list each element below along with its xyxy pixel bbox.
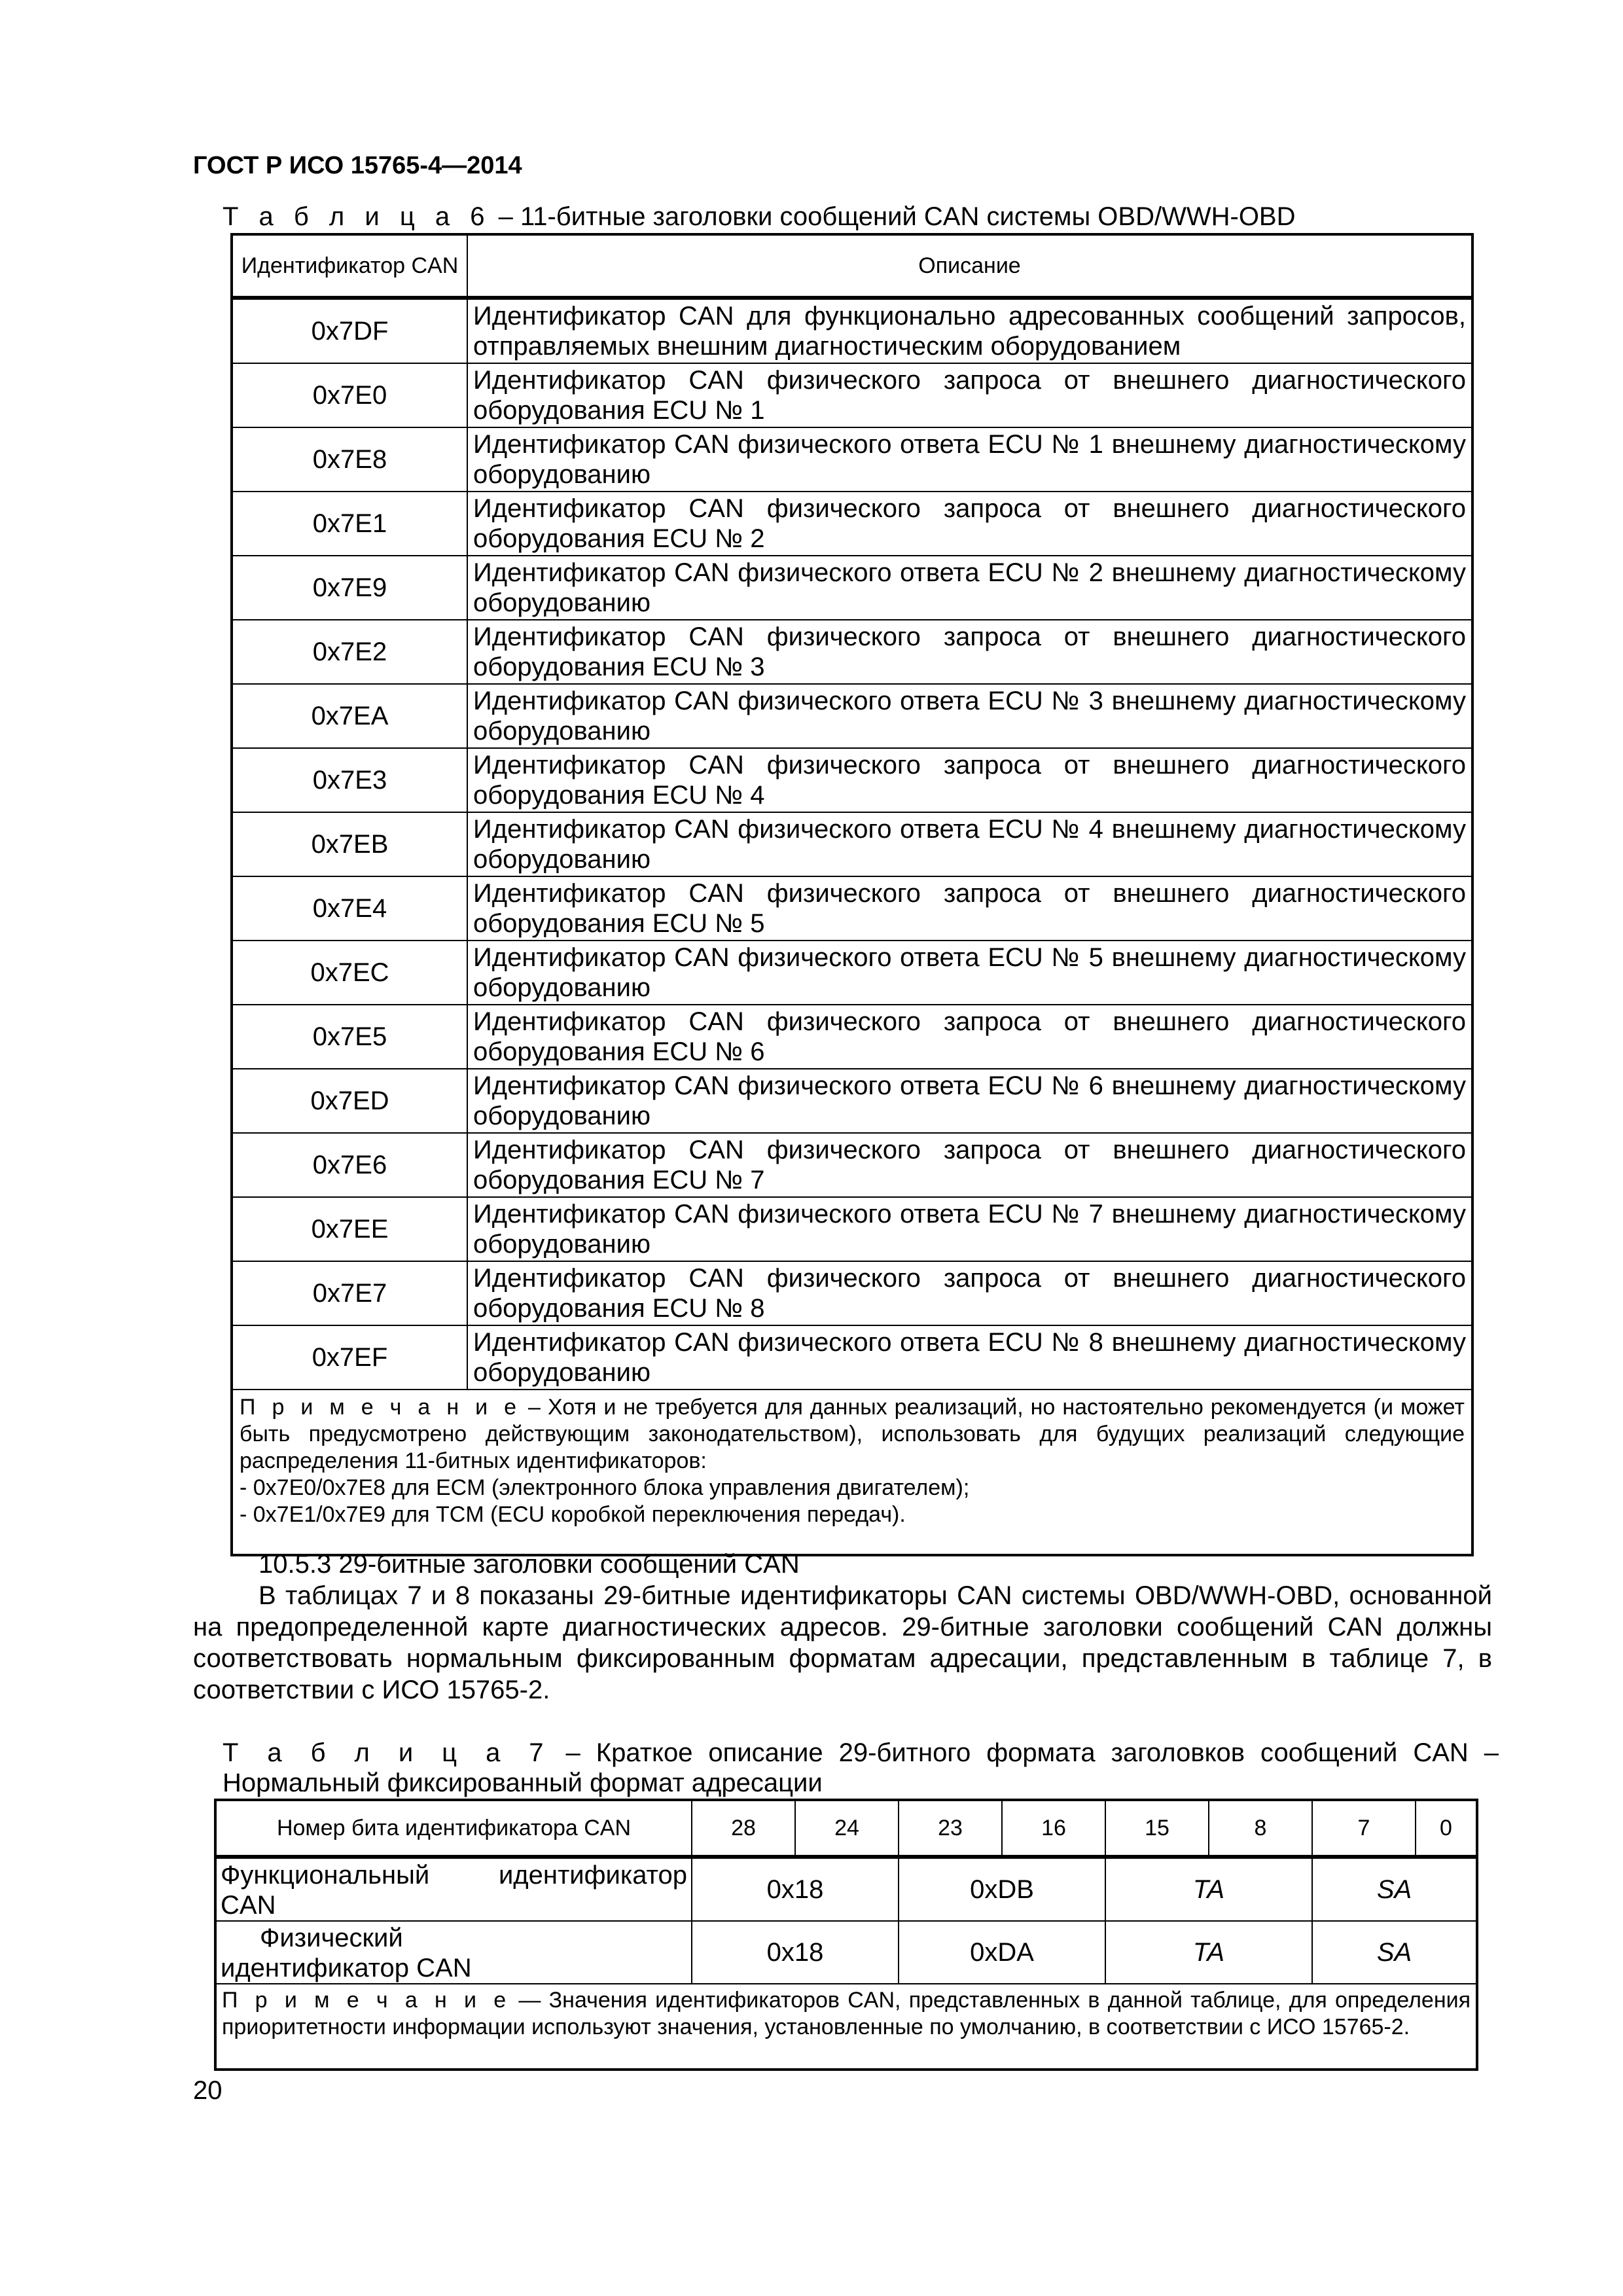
table6-row — [232, 427, 1472, 492]
table7-29bit-format — [214, 1799, 1478, 2071]
table7-caption — [223, 1738, 1499, 1798]
table6-description: Идентификатор CAN физического ответа ECU № 5 внешнему диагностическому оборудованию — [467, 941, 1472, 1005]
table7-bit-number: 24 — [795, 1800, 899, 1857]
table7-caption-text: – Краткое описание 29-битного формата заголовков сообщений CAN – Нормальный фиксированный формат адресации — [223, 1738, 1499, 1797]
table6-description: Идентификатор CAN физического запроса от внешнего диагностического оборудования ECU № 2 — [467, 492, 1472, 556]
document-standard-header: ГОСТ Р ИСО 15765-4—2014 — [193, 152, 522, 179]
table6-col-header-id: Идентификатор CAN — [232, 234, 467, 298]
table6-description: Идентификатор CAN физического ответа ECU № 2 внешнему диагностическому оборудованию — [467, 556, 1472, 620]
table6-row — [232, 748, 1472, 812]
table6-description: Идентификатор CAN физического запроса от внешнего диагностического оборудования ECU № 4 — [467, 748, 1472, 812]
table6-can-id: 0x7E2 — [232, 620, 467, 684]
table6-note-item: - 0x7E0/0x7E8 для ECM (электронного блока управления двигателем); — [240, 1475, 970, 1500]
table6-description: Идентификатор CAN физического запроса от внешнего диагностического оборудования ECU № 8 — [467, 1261, 1472, 1325]
table6-can-11bit-headers — [230, 233, 1474, 1556]
table7-row-physical — [215, 1921, 1477, 1984]
table6-description: Идентификатор CAN физического ответа ECU № 6 внешнему диагностическому оборудованию — [467, 1069, 1472, 1133]
table7-cell: 0x18 — [692, 1857, 899, 1921]
table6-description: Идентификатор CAN физического ответа ECU № 3 внешнему диагностическому оборудованию — [467, 684, 1472, 748]
table6-description: Идентификатор CAN физического запроса от внешнего диагностического оборудования ECU № 6 — [467, 1005, 1472, 1069]
table6-row — [232, 1133, 1472, 1197]
table6-can-id: 0x7E0 — [232, 363, 467, 427]
table7-row-label-line: Функциональный идентификатор — [221, 1861, 687, 1890]
table7-row-label — [215, 1921, 692, 1984]
table7-bit-number: 7 — [1312, 1800, 1416, 1857]
table6-row — [232, 1325, 1472, 1390]
table6-row — [232, 876, 1472, 941]
table6-can-id: 0x7EB — [232, 812, 467, 876]
table6-description: Идентификатор CAN физического ответа ECU № 7 внешнему диагностическому оборудованию — [467, 1197, 1472, 1261]
table6-description: Идентификатор CAN физического ответа ECU № 4 внешнему диагностическому оборудованию — [467, 812, 1472, 876]
table7-row-label-line: CAN — [221, 1891, 276, 1920]
table6-description: Идентификатор CAN физического ответа ECU № 8 внешнему диагностическому оборудованию — [467, 1325, 1472, 1390]
table6-can-id: 0x7ED — [232, 1069, 467, 1133]
table6-description: Идентификатор CAN физического запроса от внешнего диагностического оборудования ECU № 3 — [467, 620, 1472, 684]
table6-can-id: 0x7E7 — [232, 1261, 467, 1325]
table6-can-id: 0x7EC — [232, 941, 467, 1005]
table7-note-text: — Значения идентификаторов CAN, представленных в данной таблице, для определения приоритетности информации используют значения, установленные по умолчанию, в соответствии с ИСО 15765-2. — [222, 1988, 1471, 2039]
table6-can-id: 0x7E6 — [232, 1133, 467, 1197]
table6-caption — [223, 202, 1296, 232]
table6-note-row — [232, 1390, 1472, 1555]
page-number: 20 — [193, 2076, 223, 2105]
table6-row — [232, 492, 1472, 556]
table6-row — [232, 941, 1472, 1005]
table6-row — [232, 298, 1472, 363]
table7-note-prefix: П р и м е ч а н и е — [222, 1988, 511, 2013]
table6-header-row — [232, 234, 1472, 298]
table7-bit-number: 23 — [899, 1800, 1002, 1857]
table7-bit-number: 16 — [1002, 1800, 1105, 1857]
table6-note-item: - 0x7E1/0x7E9 для TCM (ECU коробкой переключения передач). — [240, 1502, 906, 1527]
table6-note — [232, 1390, 1472, 1555]
table7-caption-prefix: Т а б л и ц а 7 — [223, 1738, 550, 1767]
table6-row — [232, 812, 1472, 876]
table6-row — [232, 1261, 1472, 1325]
table6-can-id: 0x7EE — [232, 1197, 467, 1261]
table7-header-label: Номер бита идентификатора CAN — [215, 1800, 692, 1857]
table6-caption-text: – 11-битные заголовки сообщений CAN системы OBD/WWH-OBD — [491, 202, 1296, 231]
table6-row — [232, 1005, 1472, 1069]
table6-caption-prefix: Т а б л и ц а 6 — [223, 202, 491, 231]
table6-description: Идентификатор CAN физического запроса от внешнего диагностического оборудования ECU № 7 — [467, 1133, 1472, 1197]
table7-header-row — [215, 1800, 1477, 1857]
table7-note-row — [215, 1984, 1477, 2070]
table7-cell: SA — [1312, 1921, 1477, 1984]
table6-can-id: 0x7E8 — [232, 427, 467, 492]
table6-can-id: 0x7E3 — [232, 748, 467, 812]
table6-note-text: – Хотя и не требуется для данных реализаций, но настоятельно рекомендуется (и может быть предусмотрено действующим законодательством), использовать для будущих реализаций следующие распределения 11-битных идентификаторов: — [240, 1395, 1465, 1473]
table7-cell: 0xDA — [899, 1921, 1105, 1984]
table6-row — [232, 1069, 1472, 1133]
table7-cell: TA — [1105, 1857, 1312, 1921]
table7-row-functional — [215, 1857, 1477, 1921]
table6-description: Идентификатор CAN физического ответа ECU № 1 внешнему диагностическому оборудованию — [467, 427, 1472, 492]
table7-note — [215, 1984, 1477, 2070]
table6-row — [232, 1197, 1472, 1261]
table7-cell: 0x18 — [692, 1921, 899, 1984]
section-paragraph — [193, 1580, 1492, 1706]
table7-cell: 0xDB — [899, 1857, 1105, 1921]
table7-row-label-line: Физический — [260, 1924, 403, 1952]
table7-cell: SA — [1312, 1857, 1477, 1921]
table7-bit-number: 8 — [1209, 1800, 1312, 1857]
table6-can-id: 0x7EA — [232, 684, 467, 748]
section-paragraph-text: В таблицах 7 и 8 показаны 29-битные идентификаторы CAN системы OBD/WWH-OBD, основанной на предопределенной карте диагностических адресов. 29-битные заголовки сообщений CAN должны соответствовать нормальным фиксированным форматам адресации, представленным в таблице 7, в соответствии с ИСО 15765-2. — [193, 1581, 1492, 1704]
table6-description: Идентификатор CAN физического запроса от внешнего диагностического оборудования ECU № 1 — [467, 363, 1472, 427]
table7-bit-number: 28 — [692, 1800, 795, 1857]
table6-can-id: 0x7E9 — [232, 556, 467, 620]
table6-description: Идентификатор CAN для функционально адресованных сообщений запросов, отправляемых внешним диагностическим оборудованием — [467, 298, 1472, 363]
table7-row-label-line: идентификатор CAN — [221, 1954, 472, 1982]
table6-row — [232, 556, 1472, 620]
table7-bit-number: 15 — [1105, 1800, 1209, 1857]
table7-bit-number: 0 — [1416, 1800, 1477, 1857]
table6-note-prefix: П р и м е ч а н и е — [240, 1395, 522, 1420]
table7-row-label — [215, 1857, 692, 1921]
table6-can-id: 0x7E5 — [232, 1005, 467, 1069]
table6-can-id: 0x7EF — [232, 1325, 467, 1390]
table6-col-header-desc: Описание — [467, 234, 1472, 298]
table6-row — [232, 620, 1472, 684]
table6-row — [232, 684, 1472, 748]
table6-can-id: 0x7E4 — [232, 876, 467, 941]
table6-can-id: 0x7DF — [232, 298, 467, 363]
table6-description: Идентификатор CAN физического запроса от внешнего диагностического оборудования ECU № 5 — [467, 876, 1472, 941]
table6-row — [232, 363, 1472, 427]
table7-cell: TA — [1105, 1921, 1312, 1984]
section-heading: 10.5.3 29-битные заголовки сообщений CAN — [259, 1550, 800, 1579]
table6-can-id: 0x7E1 — [232, 492, 467, 556]
